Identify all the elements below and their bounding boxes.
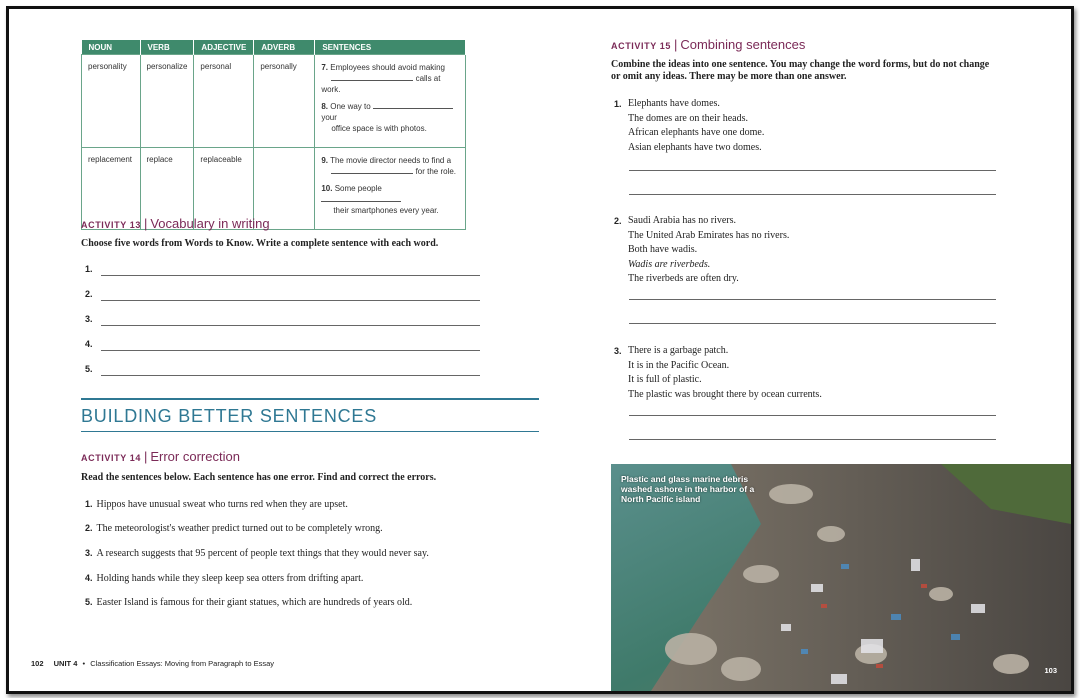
item-text: Hippos have unusual sweat who turns red when they are upset. bbox=[96, 499, 348, 510]
cell-adjective: replaceable bbox=[194, 148, 254, 230]
header-adverb: ADVERB bbox=[254, 40, 315, 55]
error-item-4 bbox=[85, 573, 363, 584]
item-number: 4. bbox=[85, 573, 93, 583]
idea-line: Asian elephants have two domes. bbox=[628, 141, 762, 153]
writing-line-1[interactable] bbox=[85, 264, 480, 278]
cell-adverb: personally bbox=[254, 55, 315, 148]
item-number: 5. bbox=[85, 597, 93, 607]
header-sentences: SENTENCES bbox=[315, 40, 466, 55]
activity-title: Combining sentences bbox=[680, 37, 806, 52]
unit-title: Classification Essays: Moving from Paragraph to Essay bbox=[90, 659, 275, 668]
combine-item-3 bbox=[614, 344, 822, 402]
answer-line bbox=[101, 300, 480, 301]
line-number: 2. bbox=[85, 289, 93, 299]
activity-14-instructions: Read the sentences below. Each sentence has one error. Find and correct the errors. bbox=[81, 472, 437, 483]
footer-bullet: • bbox=[82, 659, 86, 668]
writing-line-4[interactable] bbox=[85, 339, 480, 353]
answer-line[interactable] bbox=[629, 439, 996, 440]
unit-label: UNIT 4 bbox=[53, 659, 78, 668]
answer-line bbox=[101, 375, 480, 376]
item-number: 2. bbox=[614, 216, 622, 226]
left-page-footer bbox=[31, 659, 274, 668]
sentence-number: 7. bbox=[321, 63, 328, 72]
textbook-spread bbox=[6, 6, 1074, 694]
error-item-2 bbox=[85, 523, 383, 534]
section-title: BUILDING BETTER SENTENCES bbox=[81, 398, 539, 432]
line-number: 3. bbox=[85, 314, 93, 324]
sentence-text: your bbox=[321, 113, 337, 122]
line-number: 4. bbox=[85, 339, 93, 349]
sentence-number: 8. bbox=[321, 102, 328, 111]
idea-line: The riverbeds are often dry. bbox=[628, 273, 739, 284]
page-number: 102 bbox=[31, 659, 44, 668]
error-item-1 bbox=[85, 499, 348, 510]
activity-14-heading: ACTIVITY 14 | Error correction bbox=[81, 449, 240, 464]
error-item-5 bbox=[85, 597, 412, 608]
idea-line: The United Arab Emirates has no rivers. bbox=[628, 229, 790, 241]
item-number: 1. bbox=[614, 99, 622, 109]
sentence-text: One way to bbox=[330, 102, 371, 111]
error-item-3 bbox=[85, 548, 429, 559]
cell-verb: replace bbox=[140, 148, 194, 230]
activity-title: Vocabulary in writing bbox=[150, 216, 270, 231]
activity-13-heading: ACTIVITY 13 | Vocabulary in writing bbox=[81, 216, 270, 231]
item-text: The meteorologist's weather predict turned out to be completely wrong. bbox=[96, 523, 383, 534]
activity-title: Error correction bbox=[150, 449, 240, 464]
combine-item-1 bbox=[614, 97, 764, 155]
idea-line: The plastic was brought there by ocean currents. bbox=[628, 388, 822, 400]
activity-13-instructions: Choose five words from Words to Know. Write a complete sentence with each word. bbox=[81, 238, 439, 249]
sentence-text: calls at work. bbox=[321, 74, 441, 94]
idea-line: The domes are on their heads. bbox=[628, 112, 748, 124]
activity-label: ACTIVITY 15 bbox=[611, 41, 671, 51]
answer-line bbox=[101, 275, 480, 276]
answer-line[interactable] bbox=[629, 170, 996, 171]
sentence-9 bbox=[321, 155, 459, 177]
answer-line bbox=[101, 325, 480, 326]
idea-line: Elephants have domes. bbox=[628, 98, 720, 109]
sentence-text: Employees should avoid making bbox=[330, 63, 445, 72]
line-number: 5. bbox=[85, 364, 93, 374]
idea-line: Wadis are riverbeds. bbox=[628, 258, 711, 270]
cell-noun: replacement bbox=[82, 148, 141, 230]
header-verb: VERB bbox=[140, 40, 194, 55]
item-number: 3. bbox=[85, 548, 93, 558]
cell-sentences bbox=[315, 148, 466, 230]
table-row bbox=[82, 55, 466, 148]
activity-label: ACTIVITY 13 bbox=[81, 220, 141, 230]
answer-line[interactable] bbox=[629, 323, 996, 324]
sentence-text: for the role. bbox=[415, 167, 457, 176]
item-number: 3. bbox=[614, 346, 622, 356]
activity-15-heading: ACTIVITY 15 | Combining sentences bbox=[611, 37, 806, 52]
item-number: 2. bbox=[85, 523, 93, 533]
line-number: 1. bbox=[85, 264, 93, 274]
idea-line: There is a garbage patch. bbox=[628, 345, 729, 356]
answer-line bbox=[101, 350, 480, 351]
marine-debris-photo bbox=[611, 464, 1071, 691]
sentence-text: The movie director needs to find a bbox=[330, 156, 452, 165]
fill-blank[interactable] bbox=[331, 73, 413, 81]
writing-line-3[interactable] bbox=[85, 314, 480, 328]
answer-line[interactable] bbox=[629, 299, 996, 300]
fill-blank[interactable] bbox=[331, 166, 413, 174]
fill-blank[interactable] bbox=[373, 101, 453, 109]
writing-line-2[interactable] bbox=[85, 289, 480, 303]
vocabulary-table bbox=[81, 40, 466, 230]
table-header-row bbox=[82, 40, 466, 55]
writing-line-5[interactable] bbox=[85, 364, 480, 378]
cell-verb: personalize bbox=[140, 55, 194, 148]
answer-line[interactable] bbox=[629, 194, 996, 195]
item-number: 1. bbox=[85, 499, 93, 509]
idea-line: It is in the Pacific Ocean. bbox=[628, 359, 730, 371]
idea-line: Saudi Arabia has no rivers. bbox=[628, 215, 737, 226]
combine-item-2 bbox=[614, 214, 789, 287]
sentence-text: their smartphones every year. bbox=[333, 206, 439, 215]
activity-label: ACTIVITY 14 bbox=[81, 453, 141, 463]
page-number: 103 bbox=[1044, 666, 1057, 675]
answer-line[interactable] bbox=[629, 415, 996, 416]
idea-line: Both have wadis. bbox=[628, 244, 698, 255]
sentence-text: Some people bbox=[334, 184, 382, 193]
sentence-number: 10. bbox=[321, 184, 333, 193]
cell-adjective: personal bbox=[194, 55, 254, 148]
header-noun: NOUN bbox=[82, 40, 141, 55]
sentence-text: office space is with photos. bbox=[331, 124, 427, 133]
idea-line: It is full of plastic. bbox=[628, 374, 702, 385]
sentence-7 bbox=[321, 62, 459, 95]
fill-blank[interactable] bbox=[321, 194, 401, 202]
item-text: Easter Island is famous for their giant statues, which are hundreds of years old. bbox=[96, 597, 413, 608]
idea-line: African elephants have one dome. bbox=[628, 127, 765, 138]
header-adjective: ADJECTIVE bbox=[194, 40, 254, 55]
item-text: Holding hands while they sleep keep sea otters from drifting apart. bbox=[96, 573, 364, 584]
activity-15-instructions: Combine the ideas into one sentence. You may change the word forms, but do not change or omit any ideas. There may be more than one answer. bbox=[611, 59, 990, 82]
sentence-10 bbox=[321, 183, 459, 216]
sentence-number: 9. bbox=[321, 156, 328, 165]
cell-sentences bbox=[315, 55, 466, 148]
photo-caption: Plastic and glass marine debris washed ashore in the harbor of a North Pacific island bbox=[621, 474, 755, 504]
sentence-8 bbox=[321, 101, 459, 134]
cell-noun: personality bbox=[82, 55, 141, 148]
item-text: A research suggests that 95 percent of people text things that they would never say. bbox=[96, 548, 429, 559]
